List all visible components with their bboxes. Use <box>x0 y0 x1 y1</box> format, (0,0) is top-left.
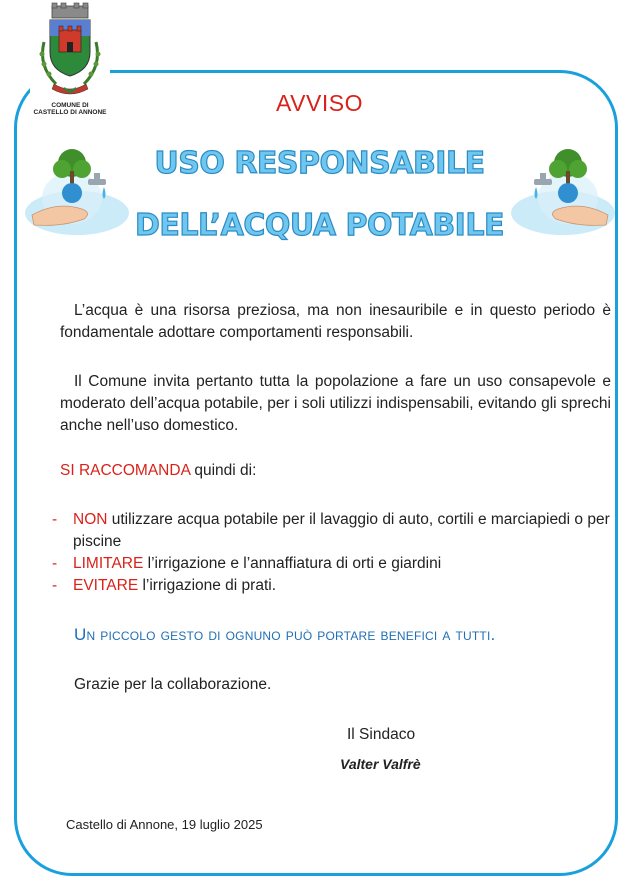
list-item-keyword: NON <box>73 511 108 528</box>
list-item-body: utilizzare acqua potabile per il lavaggio di auto, cortili e marciapiedi o per piscine <box>73 511 610 550</box>
recommend-line <box>60 462 256 480</box>
recommend-keyword: SI RACCOMANDA <box>60 462 191 479</box>
paragraph-1-text: L’acqua è una risorsa preziosa, ma non inesauribile e in questo periodo è fondamentale adottare comportamenti responsabili. <box>60 302 611 341</box>
dash-bullet-icon: - <box>52 555 58 572</box>
list-item <box>52 575 612 597</box>
dash-bullet-icon: - <box>52 577 58 594</box>
signature-name: Valter Valfrè <box>340 756 421 772</box>
recommend-rest: quindi di: <box>190 462 257 479</box>
thanks-line: Grazie per la collaborazione. <box>74 676 272 693</box>
list-item-keyword: EVITARE <box>73 577 139 594</box>
crest-caption-line1: COMUNE DI <box>51 102 89 109</box>
list-item-text <box>73 575 612 597</box>
crest-caption-line2: CASTELLO DI ANNONE <box>33 109 107 116</box>
place-date: Castello di Annone, 19 luglio 2025 <box>66 817 263 832</box>
dash-bullet-icon: - <box>52 511 58 528</box>
list-item-body: l’irrigazione di prati. <box>138 577 277 594</box>
recommendation-list <box>52 509 612 597</box>
list-item-keyword: LIMITARE <box>73 555 144 572</box>
list-item-text <box>73 553 612 575</box>
list-item <box>52 553 612 575</box>
coat-of-arms-icon <box>30 2 110 102</box>
list-item <box>52 509 612 553</box>
slogan: Un piccolo gesto di ognuno può portare benefici a tutti. <box>74 625 496 644</box>
paragraph-2-text: Il Comune invita pertanto tutta la popolazione a fare un uso consapevole e moderato dell’acqua potabile, per i soli utilizzi indispensabili, evitando gli sprechi anche nell’uso domestico. <box>60 373 611 434</box>
notice-label: AVVISO <box>276 90 363 116</box>
list-item-text <box>73 509 612 553</box>
signature-title: Il Sindaco <box>347 726 416 743</box>
list-item-body: l’irrigazione e l’annaffiatura di orti e giardini <box>143 555 442 572</box>
headline-line2: DELL’ACQUA POTABILE <box>135 208 504 243</box>
paragraph-2 <box>60 371 611 437</box>
paragraph-1 <box>60 300 611 344</box>
headline-line1: USO RESPONSABILE <box>154 146 485 181</box>
